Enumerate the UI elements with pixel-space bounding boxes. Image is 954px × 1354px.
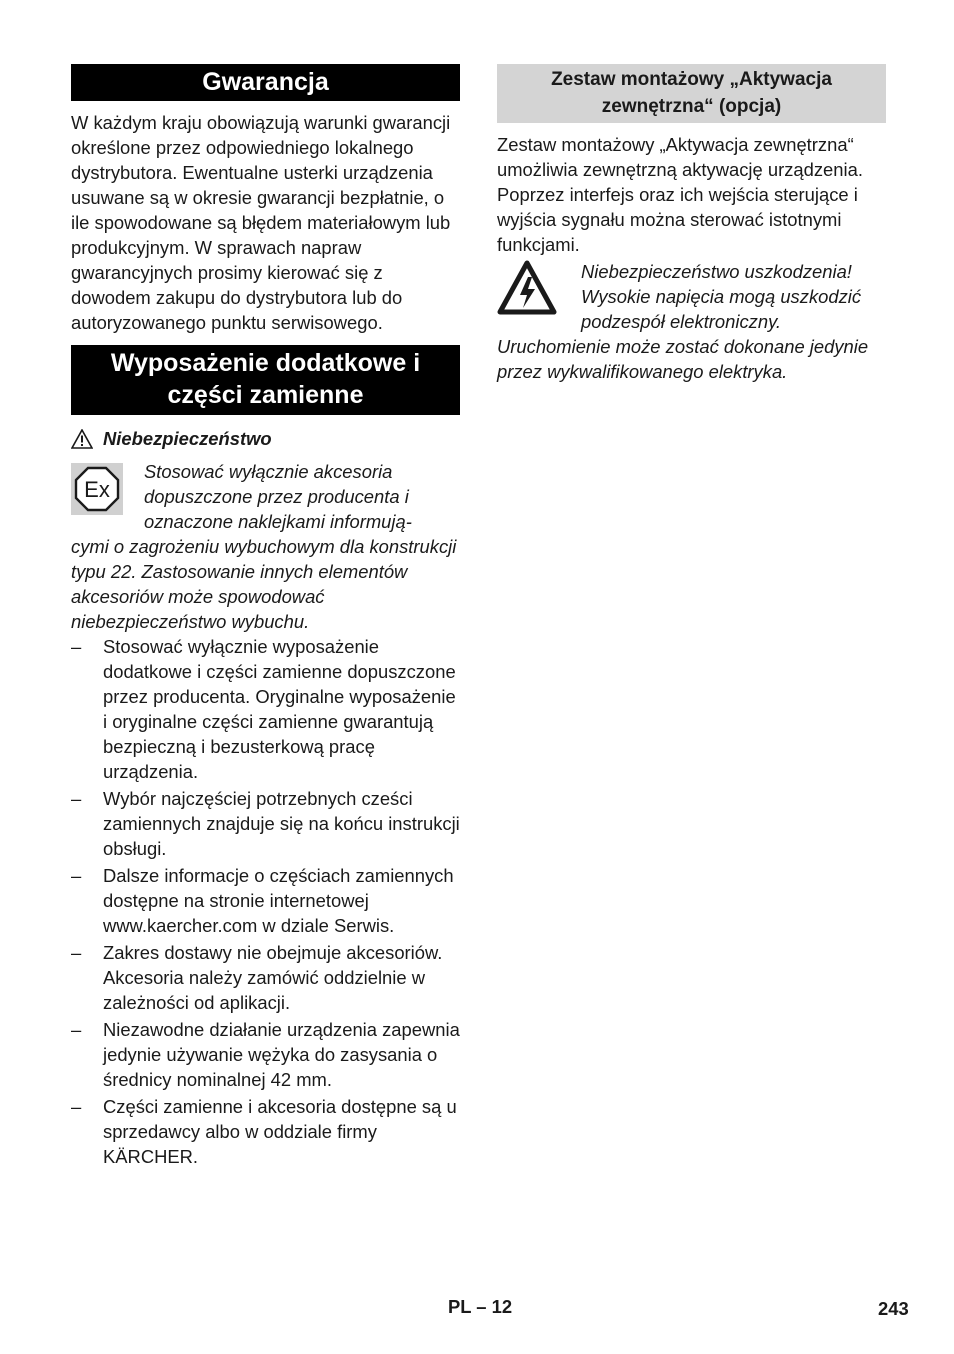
list-item: – Zakres dostawy nie obejmuje akcesoriów. Akcesoria należy zamówić oddzielnie w zależności od aplikacji. [71, 940, 460, 1015]
ex-explosion-icon [71, 463, 123, 515]
list-item: – Wybór najczęściej potrzebnych cześci zamiennych znajduje się na końcu instrukcji obsługi. [71, 786, 460, 861]
ex-warning-block [71, 459, 460, 534]
ex-warning-text-part1: Stosować wyłącznie akcesoria dopuszczone przez producenta i oznaczone naklejkami informują- [144, 461, 412, 532]
ex-icon-label: Ex [84, 477, 110, 502]
list-item: – Stosować wyłącznie wyposażenie dodatkowe i części zamienne dopuszczone przez producenta. Oryginalne wyposażenie i oryginalne części zamienne gwarantują bezpieczną i bezusterkową pracę urządzenia. [71, 634, 460, 784]
list-item: – Części zamienne i akcesoria dostępne są u sprzedawcy albo w oddziale firmy KÄRCHER. [71, 1094, 460, 1169]
danger-heading [71, 427, 460, 451]
warning-triangle-icon [71, 429, 93, 449]
voltage-icon-box [497, 260, 557, 316]
footer-page-number: 243 [878, 1298, 909, 1319]
accessories-heading-line2: części zamienne [167, 381, 364, 409]
kit-text: Zestaw montażowy „Aktywacja zewnętrzna“ umożliwia zewnętrzną aktywację urządzenia. Poprzez interfejs oraz ich wejścia sterujące i wyjścia sygnału można sterować istotnymi funkcjami. [497, 134, 863, 255]
accessories-list [71, 634, 460, 1169]
left-column [71, 64, 460, 1171]
warranty-heading: Gwarancja [71, 64, 460, 101]
danger-label: Niebezpieczeństwo [103, 428, 272, 449]
warranty-text: W każdym kraju obowiązują warunki gwarancji określone przez odpowiedniego lokalnego dystrybutora. Ewentualne usterki urządzenia usuwane są w okresie gwarancji bezpłatnie, o ile spowodowane są błędem materiałowym lub produkcyjnym. W sprawach napraw gwarancyjnych prosimy kierować się z dowodem zakupu do dystrybutora lub do autoryzowanego punktu serwisowego. [71, 112, 451, 333]
high-voltage-icon [497, 260, 557, 316]
ex-icon-box [71, 463, 123, 515]
kit-heading: Zestaw montażowy „Aktywacja zewnętrzna“ (opcja) [497, 64, 886, 123]
list-item: – Dalsze informacje o częściach zamiennych dostępne na stronie internetowej www.kaercher.com w dziale Serwis. [71, 863, 460, 938]
right-column [497, 64, 886, 384]
voltage-warning-text-part2: Uruchomienie może zostać dokonane jedynie przez wykwalifikowanego elektryka. [497, 336, 869, 382]
ex-warning-text-part2: cymi o zagrożeniu wybuchowym dla konstrukcji typu 22. Zastosowanie innych elementów akcesoriów może spowodować niebezpieczeństwo wybuchu. [71, 536, 457, 632]
accessories-heading [71, 345, 460, 415]
list-item: – Niezawodne działanie urządzenia zapewnia jedynie używanie wężyka do zasysania o średnicy nominalnej 42 mm. [71, 1017, 460, 1092]
voltage-warning-block [497, 259, 886, 334]
voltage-warning-text-part1: Niebezpieczeństwo uszkodzenia! Wysokie napięcia mogą uszkodzić podzespół elektroniczny. [581, 261, 862, 332]
footer-language-page: PL – 12 [448, 1296, 513, 1317]
accessories-heading-line1: Wyposażenie dodatkowe i [110, 349, 421, 377]
